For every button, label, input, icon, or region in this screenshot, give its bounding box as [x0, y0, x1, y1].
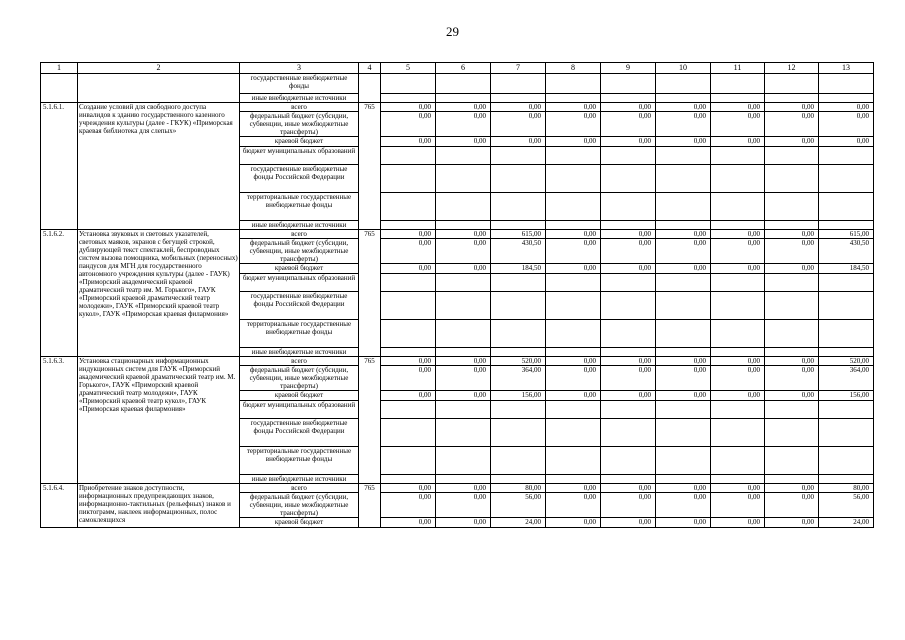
- funding-source-cell: всего: [240, 484, 359, 493]
- funding-source-cell: государственные внебюджетные фонды: [240, 74, 359, 94]
- value-cell: 0,00: [381, 103, 436, 112]
- value-cell: [765, 348, 819, 357]
- value-cell: 0,00: [546, 357, 601, 366]
- value-cell: [546, 221, 601, 230]
- value-cell: 0,00: [436, 518, 491, 528]
- measure-code: 5.1.6.3.: [41, 357, 78, 484]
- measure-name: Приобретение знаков доступности, информационных предупреждающих знаков, информационно-тактильных (рельефных) знаков и пиктограмм, наклеек информационных, полос самоклеящихся: [78, 484, 240, 528]
- value-cell: 0,00: [381, 137, 436, 147]
- column-header: 12: [765, 63, 819, 74]
- value-cell: 184,50: [491, 264, 546, 274]
- value-cell: [656, 401, 711, 419]
- value-cell: 0,00: [601, 264, 656, 274]
- value-cell: 0,00: [381, 239, 436, 264]
- value-cell: 0,00: [765, 103, 819, 112]
- value-cell: [711, 193, 765, 221]
- value-cell: 0,00: [491, 137, 546, 147]
- value-cell: [765, 475, 819, 484]
- value-cell: [711, 348, 765, 357]
- value-cell: 56,00: [819, 493, 874, 518]
- value-cell: 0,00: [765, 366, 819, 391]
- value-cell: 0,00: [765, 357, 819, 366]
- value-cell: 0,00: [656, 366, 711, 391]
- value-cell: [601, 401, 656, 419]
- value-cell: [601, 348, 656, 357]
- value-cell: [436, 193, 491, 221]
- value-cell: [656, 348, 711, 357]
- value-cell: [491, 274, 546, 292]
- value-cell: [711, 292, 765, 320]
- measure-code: 5.1.6.4.: [41, 484, 78, 528]
- value-cell: [491, 348, 546, 357]
- column-header: 7: [491, 63, 546, 74]
- column-header: 10: [656, 63, 711, 74]
- value-cell: 24,00: [819, 518, 874, 528]
- value-cell: 0,00: [601, 518, 656, 528]
- value-cell: [546, 165, 601, 193]
- value-cell: [381, 292, 436, 320]
- value-cell: 0,00: [601, 137, 656, 147]
- value-cell: [819, 447, 874, 475]
- value-cell: [436, 348, 491, 357]
- value-cell: [656, 74, 711, 94]
- value-cell: 0,00: [711, 230, 765, 239]
- value-cell: [819, 94, 874, 103]
- value-cell: 0,00: [381, 518, 436, 528]
- value-cell: 156,00: [491, 391, 546, 401]
- col4-cell: 765: [359, 103, 381, 230]
- funding-source-cell: иные внебюджетные источники: [240, 94, 359, 103]
- value-cell: 24,00: [491, 518, 546, 528]
- value-cell: [711, 419, 765, 447]
- table-row: [41, 484, 874, 493]
- value-cell: [381, 320, 436, 348]
- value-cell: [436, 292, 491, 320]
- page-number: 29: [446, 24, 459, 39]
- value-cell: [601, 193, 656, 221]
- value-cell: 156,00: [819, 391, 874, 401]
- col4-cell: 765: [359, 484, 381, 528]
- column-header: 9: [601, 63, 656, 74]
- value-cell: 0,00: [381, 484, 436, 493]
- value-cell: 0,00: [546, 112, 601, 137]
- value-cell: [381, 401, 436, 419]
- value-cell: 0,00: [711, 103, 765, 112]
- value-cell: 0,00: [601, 112, 656, 137]
- value-cell: [656, 419, 711, 447]
- value-cell: 615,00: [819, 230, 874, 239]
- value-cell: [601, 419, 656, 447]
- value-cell: 0,00: [601, 103, 656, 112]
- measure-name: Создание условий для свободного доступа инвалидов к зданию государственного казенного учреждения культуры (далее - ГКУК) «Приморская краевая библиотека для слепых»: [78, 103, 240, 230]
- column-header: 5: [381, 63, 436, 74]
- column-header: 4: [359, 63, 381, 74]
- value-cell: [819, 419, 874, 447]
- value-cell: [546, 292, 601, 320]
- value-cell: 0,00: [656, 137, 711, 147]
- value-cell: 0,00: [656, 230, 711, 239]
- value-cell: [491, 401, 546, 419]
- funding-source-cell: краевой бюджет: [240, 518, 359, 528]
- value-cell: [381, 147, 436, 165]
- value-cell: 0,00: [436, 391, 491, 401]
- value-cell: 0,00: [765, 239, 819, 264]
- col4-cell: 765: [359, 357, 381, 484]
- value-cell: 0,00: [381, 357, 436, 366]
- value-cell: [436, 74, 491, 94]
- value-cell: [491, 419, 546, 447]
- value-cell: [546, 94, 601, 103]
- value-cell: 364,00: [819, 366, 874, 391]
- value-cell: [601, 320, 656, 348]
- funding-source-cell: территориальные государственные внебюджетные фонды: [240, 193, 359, 221]
- value-cell: [601, 475, 656, 484]
- value-cell: 0,00: [601, 239, 656, 264]
- value-cell: [546, 147, 601, 165]
- column-header: 3: [240, 63, 359, 74]
- value-cell: [711, 401, 765, 419]
- value-cell: 0,00: [819, 103, 874, 112]
- value-cell: 0,00: [491, 112, 546, 137]
- col4-cell: 765: [359, 230, 381, 357]
- value-cell: [601, 447, 656, 475]
- value-cell: [436, 165, 491, 193]
- value-cell: [656, 165, 711, 193]
- value-cell: 0,00: [436, 103, 491, 112]
- funding-source-cell: федеральный бюджет (субсидии, субвенции, иные межбюджетные трансферты): [240, 493, 359, 518]
- value-cell: [711, 320, 765, 348]
- value-cell: 0,00: [381, 264, 436, 274]
- value-cell: [436, 475, 491, 484]
- funding-source-cell: федеральный бюджет (субсидии, субвенции, иные межбюджетные трансферты): [240, 366, 359, 391]
- value-cell: [819, 475, 874, 484]
- value-cell: [765, 401, 819, 419]
- measure-code: 5.1.6.1.: [41, 103, 78, 230]
- value-cell: [601, 292, 656, 320]
- value-cell: [381, 74, 436, 94]
- value-cell: [711, 165, 765, 193]
- value-cell: [436, 221, 491, 230]
- value-cell: 0,00: [656, 239, 711, 264]
- value-cell: 0,00: [546, 391, 601, 401]
- value-cell: 0,00: [601, 357, 656, 366]
- value-cell: 0,00: [819, 137, 874, 147]
- value-cell: [819, 165, 874, 193]
- value-cell: [601, 274, 656, 292]
- value-cell: 0,00: [765, 391, 819, 401]
- funding-source-cell: федеральный бюджет (субсидии, субвенции, иные межбюджетные трансферты): [240, 112, 359, 137]
- value-cell: 0,00: [711, 493, 765, 518]
- value-cell: 0,00: [711, 239, 765, 264]
- funding-source-cell: иные внебюджетные источники: [240, 348, 359, 357]
- funding-source-cell: территориальные государственные внебюджетные фонды: [240, 447, 359, 475]
- value-cell: [711, 475, 765, 484]
- value-cell: [601, 94, 656, 103]
- value-cell: [819, 348, 874, 357]
- value-cell: [711, 74, 765, 94]
- value-cell: [656, 147, 711, 165]
- value-cell: [765, 74, 819, 94]
- value-cell: [819, 274, 874, 292]
- value-cell: [656, 292, 711, 320]
- value-cell: 615,00: [491, 230, 546, 239]
- value-cell: 0,00: [656, 484, 711, 493]
- table-row: [41, 103, 874, 112]
- value-cell: [711, 447, 765, 475]
- value-cell: 364,00: [491, 366, 546, 391]
- value-cell: [656, 320, 711, 348]
- value-cell: [546, 320, 601, 348]
- value-cell: [381, 348, 436, 357]
- value-cell: [436, 419, 491, 447]
- funding-source-cell: территориальные государственные внебюджетные фонды: [240, 320, 359, 348]
- value-cell: [765, 193, 819, 221]
- value-cell: [546, 348, 601, 357]
- value-cell: [381, 274, 436, 292]
- value-cell: [601, 147, 656, 165]
- value-cell: [436, 274, 491, 292]
- column-header: 6: [436, 63, 491, 74]
- column-header: 2: [78, 63, 240, 74]
- value-cell: 0,00: [436, 239, 491, 264]
- funding-source-cell: всего: [240, 357, 359, 366]
- value-cell: [656, 475, 711, 484]
- value-cell: 0,00: [436, 484, 491, 493]
- value-cell: 0,00: [601, 230, 656, 239]
- value-cell: 0,00: [381, 112, 436, 137]
- value-cell: [711, 221, 765, 230]
- funding-source-cell: иные внебюджетные источники: [240, 221, 359, 230]
- value-cell: [381, 94, 436, 103]
- value-cell: [436, 147, 491, 165]
- value-cell: [546, 193, 601, 221]
- measure-code: 5.1.6.2.: [41, 230, 78, 357]
- value-cell: 0,00: [765, 493, 819, 518]
- value-cell: [765, 165, 819, 193]
- value-cell: 0,00: [436, 357, 491, 366]
- column-header: 13: [819, 63, 874, 74]
- value-cell: 0,00: [546, 103, 601, 112]
- value-cell: 0,00: [711, 366, 765, 391]
- value-cell: [546, 475, 601, 484]
- value-cell: 0,00: [546, 230, 601, 239]
- value-cell: [491, 147, 546, 165]
- value-cell: [765, 94, 819, 103]
- funding-source-cell: государственные внебюджетные фонды Российской Федерации: [240, 419, 359, 447]
- value-cell: 0,00: [601, 484, 656, 493]
- value-cell: [436, 447, 491, 475]
- value-cell: [819, 221, 874, 230]
- value-cell: 430,50: [819, 239, 874, 264]
- value-cell: 0,00: [711, 357, 765, 366]
- value-cell: [765, 274, 819, 292]
- funding-source-cell: бюджет муниципальных образований: [240, 274, 359, 292]
- value-cell: 0,00: [546, 239, 601, 264]
- value-cell: 0,00: [546, 366, 601, 391]
- value-cell: 0,00: [711, 518, 765, 528]
- value-cell: 56,00: [491, 493, 546, 518]
- value-cell: 0,00: [436, 493, 491, 518]
- value-cell: [381, 447, 436, 475]
- value-cell: 0,00: [765, 230, 819, 239]
- value-cell: [656, 447, 711, 475]
- value-cell: 0,00: [656, 112, 711, 137]
- table-row: [41, 230, 874, 239]
- value-cell: 80,00: [819, 484, 874, 493]
- value-cell: [491, 74, 546, 94]
- funding-source-cell: краевой бюджет: [240, 137, 359, 147]
- col4-cell: [359, 74, 381, 103]
- value-cell: 520,00: [819, 357, 874, 366]
- value-cell: 520,00: [491, 357, 546, 366]
- value-cell: [656, 274, 711, 292]
- value-cell: 0,00: [765, 112, 819, 137]
- funding-source-cell: краевой бюджет: [240, 264, 359, 274]
- value-cell: [491, 165, 546, 193]
- value-cell: [711, 94, 765, 103]
- value-cell: 0,00: [546, 518, 601, 528]
- value-cell: 0,00: [711, 391, 765, 401]
- value-cell: [819, 74, 874, 94]
- value-cell: [765, 221, 819, 230]
- funding-source-cell: всего: [240, 230, 359, 239]
- value-cell: 0,00: [381, 230, 436, 239]
- value-cell: [546, 274, 601, 292]
- value-cell: 80,00: [491, 484, 546, 493]
- value-cell: [711, 147, 765, 165]
- funding-source-cell: иные внебюджетные источники: [240, 475, 359, 484]
- value-cell: 0,00: [765, 264, 819, 274]
- value-cell: [819, 401, 874, 419]
- value-cell: 0,00: [656, 103, 711, 112]
- value-cell: [601, 221, 656, 230]
- value-cell: 0,00: [601, 366, 656, 391]
- value-cell: 184,50: [819, 264, 874, 274]
- value-cell: [656, 221, 711, 230]
- value-cell: [546, 447, 601, 475]
- value-cell: [546, 401, 601, 419]
- value-cell: [491, 94, 546, 103]
- value-cell: [436, 401, 491, 419]
- value-cell: [381, 193, 436, 221]
- header-row: [41, 63, 874, 74]
- value-cell: 430,50: [491, 239, 546, 264]
- name-cell: [78, 74, 240, 103]
- value-cell: 0,00: [381, 366, 436, 391]
- funding-source-cell: бюджет муниципальных образований: [240, 401, 359, 419]
- value-cell: [765, 419, 819, 447]
- value-cell: 0,00: [656, 264, 711, 274]
- value-cell: [491, 221, 546, 230]
- value-cell: [491, 292, 546, 320]
- value-cell: 0,00: [711, 484, 765, 493]
- measure-name: Установка звуковых и световых указателей, световых маяков, экранов с бегущей строкой, дублирующей текст спектаклей, беспроводных систем вызова помощника, мобильных (переносных) пандусов для МГН для государственного автономного учреждения культуры (далее - ГАУК) «Приморский академический краевой драматический театр им. М. Горького», ГАУК «Приморский краевой драматический театр молодежи», ГАУК «Приморский краевой театр кукол», ГАУК «Приморская краевая филармония»: [78, 230, 240, 357]
- table-row: [41, 74, 874, 94]
- value-cell: 0,00: [546, 493, 601, 518]
- value-cell: 0,00: [711, 137, 765, 147]
- column-header: 8: [546, 63, 601, 74]
- code-cell: [41, 74, 78, 103]
- table-row: [41, 357, 874, 366]
- value-cell: [819, 292, 874, 320]
- measure-name: Установка стационарных информационных индукционных систем для ГАУК «Приморский академический краевой драматический театр им. М. Горького», ГАУК «Приморский краевой драматический театр молодежи», ГАУК «Приморский краевой театр кукол», ГАУК «Приморская краевая филармония»: [78, 357, 240, 484]
- value-cell: [819, 193, 874, 221]
- value-cell: [381, 221, 436, 230]
- value-cell: 0,00: [711, 264, 765, 274]
- value-cell: [601, 74, 656, 94]
- value-cell: [381, 475, 436, 484]
- value-cell: [601, 165, 656, 193]
- value-cell: 0,00: [765, 484, 819, 493]
- budget-table: [40, 62, 874, 528]
- value-cell: [546, 74, 601, 94]
- value-cell: 0,00: [656, 391, 711, 401]
- value-cell: 0,00: [546, 137, 601, 147]
- funding-source-cell: бюджет муниципальных образований: [240, 147, 359, 165]
- value-cell: 0,00: [546, 484, 601, 493]
- value-cell: 0,00: [546, 264, 601, 274]
- value-cell: [765, 147, 819, 165]
- value-cell: 0,00: [819, 112, 874, 137]
- value-cell: [765, 447, 819, 475]
- value-cell: [491, 320, 546, 348]
- value-cell: [765, 292, 819, 320]
- funding-source-cell: всего: [240, 103, 359, 112]
- value-cell: [491, 193, 546, 221]
- value-cell: 0,00: [436, 366, 491, 391]
- value-cell: [819, 320, 874, 348]
- value-cell: 0,00: [436, 264, 491, 274]
- funding-source-cell: государственные внебюджетные фонды Российской Федерации: [240, 292, 359, 320]
- value-cell: [656, 94, 711, 103]
- value-cell: [381, 165, 436, 193]
- value-cell: 0,00: [711, 112, 765, 137]
- value-cell: 0,00: [656, 493, 711, 518]
- value-cell: 0,00: [765, 518, 819, 528]
- value-cell: 0,00: [601, 493, 656, 518]
- value-cell: [381, 419, 436, 447]
- funding-source-cell: федеральный бюджет (субсидии, субвенции, иные межбюджетные трансферты): [240, 239, 359, 264]
- column-header: 11: [711, 63, 765, 74]
- value-cell: [546, 419, 601, 447]
- value-cell: 0,00: [491, 103, 546, 112]
- value-cell: [819, 147, 874, 165]
- value-cell: [491, 447, 546, 475]
- funding-source-cell: государственные внебюджетные фонды Российской Федерации: [240, 165, 359, 193]
- value-cell: 0,00: [381, 493, 436, 518]
- value-cell: 0,00: [656, 357, 711, 366]
- value-cell: [491, 475, 546, 484]
- value-cell: 0,00: [436, 112, 491, 137]
- value-cell: 0,00: [656, 518, 711, 528]
- value-cell: [711, 274, 765, 292]
- value-cell: 0,00: [601, 391, 656, 401]
- value-cell: 0,00: [765, 137, 819, 147]
- value-cell: [656, 193, 711, 221]
- value-cell: [436, 320, 491, 348]
- value-cell: 0,00: [436, 230, 491, 239]
- value-cell: 0,00: [436, 137, 491, 147]
- column-header: 1: [41, 63, 78, 74]
- funding-source-cell: краевой бюджет: [240, 391, 359, 401]
- value-cell: 0,00: [381, 391, 436, 401]
- value-cell: [765, 320, 819, 348]
- value-cell: [436, 94, 491, 103]
